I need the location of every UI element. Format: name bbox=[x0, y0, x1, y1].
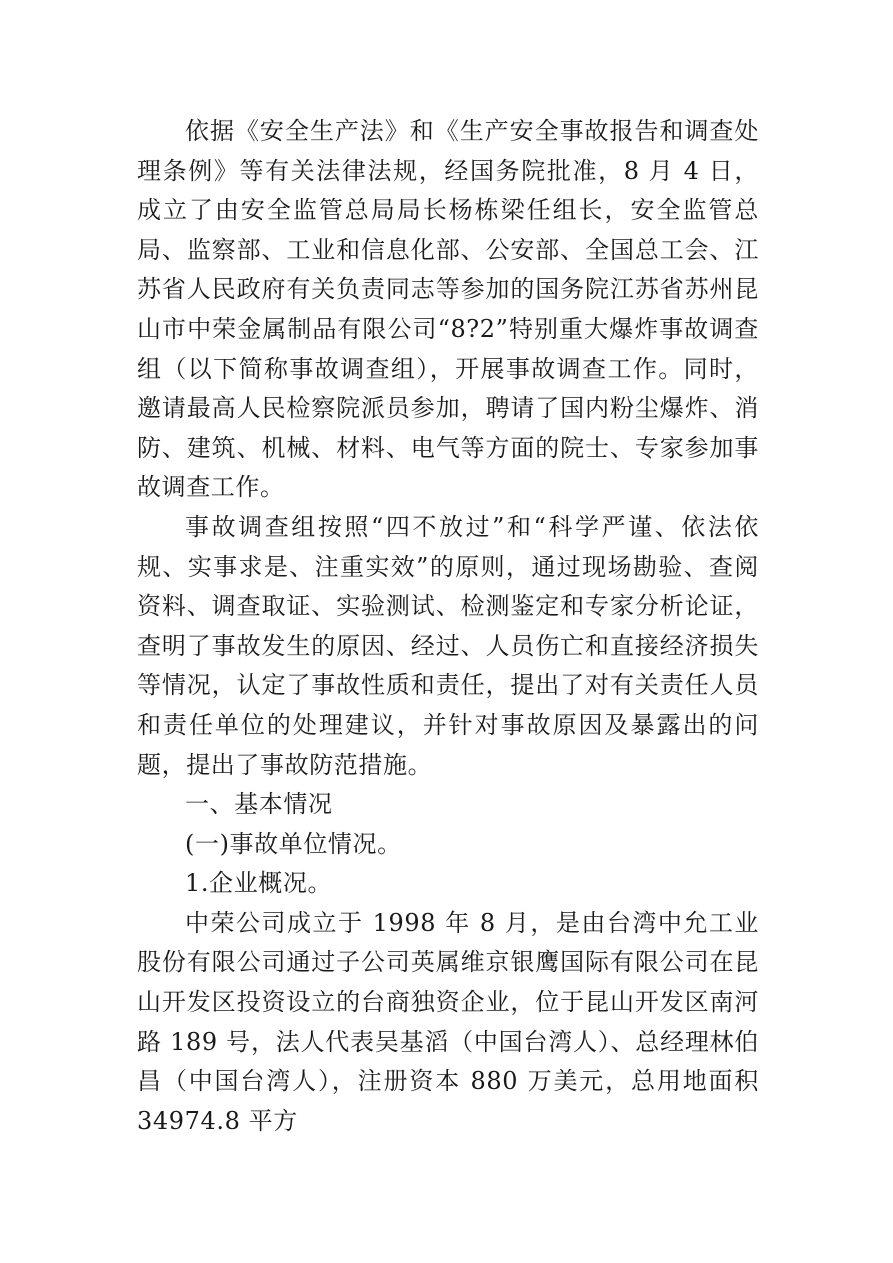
intro-paragraph: 依据《安全生产法》和《生产安全事故报告和调查处理条例》等有关法律法规，经国务院批准，8 月 4 日，成立了由安全监管总局局长杨栋梁任组长，安全监管总局、监察部、工业和信息化部、公安部、全国总工会、江苏省人民政府有关负责同志等参加的国务院江苏省苏州昆山市中荣金属制品有限公司“8?2”特别重大爆炸事故调查组（以下简称事故调查组），开展事故调查工作。同时，邀请最高人民检察院派员参加，聘请了国内粉尘爆炸、消防、建筑、机械、材料、电气等方面的院士、专家参加事故调查工作。 bbox=[137, 117, 759, 502]
document-body bbox=[137, 112, 759, 1141]
company-overview-paragraph: 中荣公司成立于 1998 年 8 月，是由台湾中允工业股份有限公司通过子公司英属维京银鹰国际有限公司在昆山开发区投资设立的台商独资企业，位于昆山开发区南河路 189 号，法人代表吴基滔（中国台湾人）、总经理林伯昌（中国台湾人），注册资本 880 万美元，总用地面积 34974.8 平方 bbox=[137, 908, 759, 1135]
subsection-heading: (一)事故单位情况。 bbox=[185, 829, 402, 858]
section-heading: 一、基本情况 bbox=[185, 790, 333, 819]
item-heading: 1.企业概况。 bbox=[185, 869, 333, 898]
investigation-paragraph: 事故调查组按照“四不放过”和“科学严谨、依法依规、实事求是、注重实效”的原则，通过现场勘验、查阅资料、调查取证、实验测试、检测鉴定和专家分析论证，查明了事故发生的原因、经过、人员伤亡和直接经济损失等情况，认定了事故性质和责任，提出了对有关责任人员和责任单位的处理建议，并针对事故原因及暴露出的问题，提出了事故防范措施。 bbox=[137, 512, 759, 779]
